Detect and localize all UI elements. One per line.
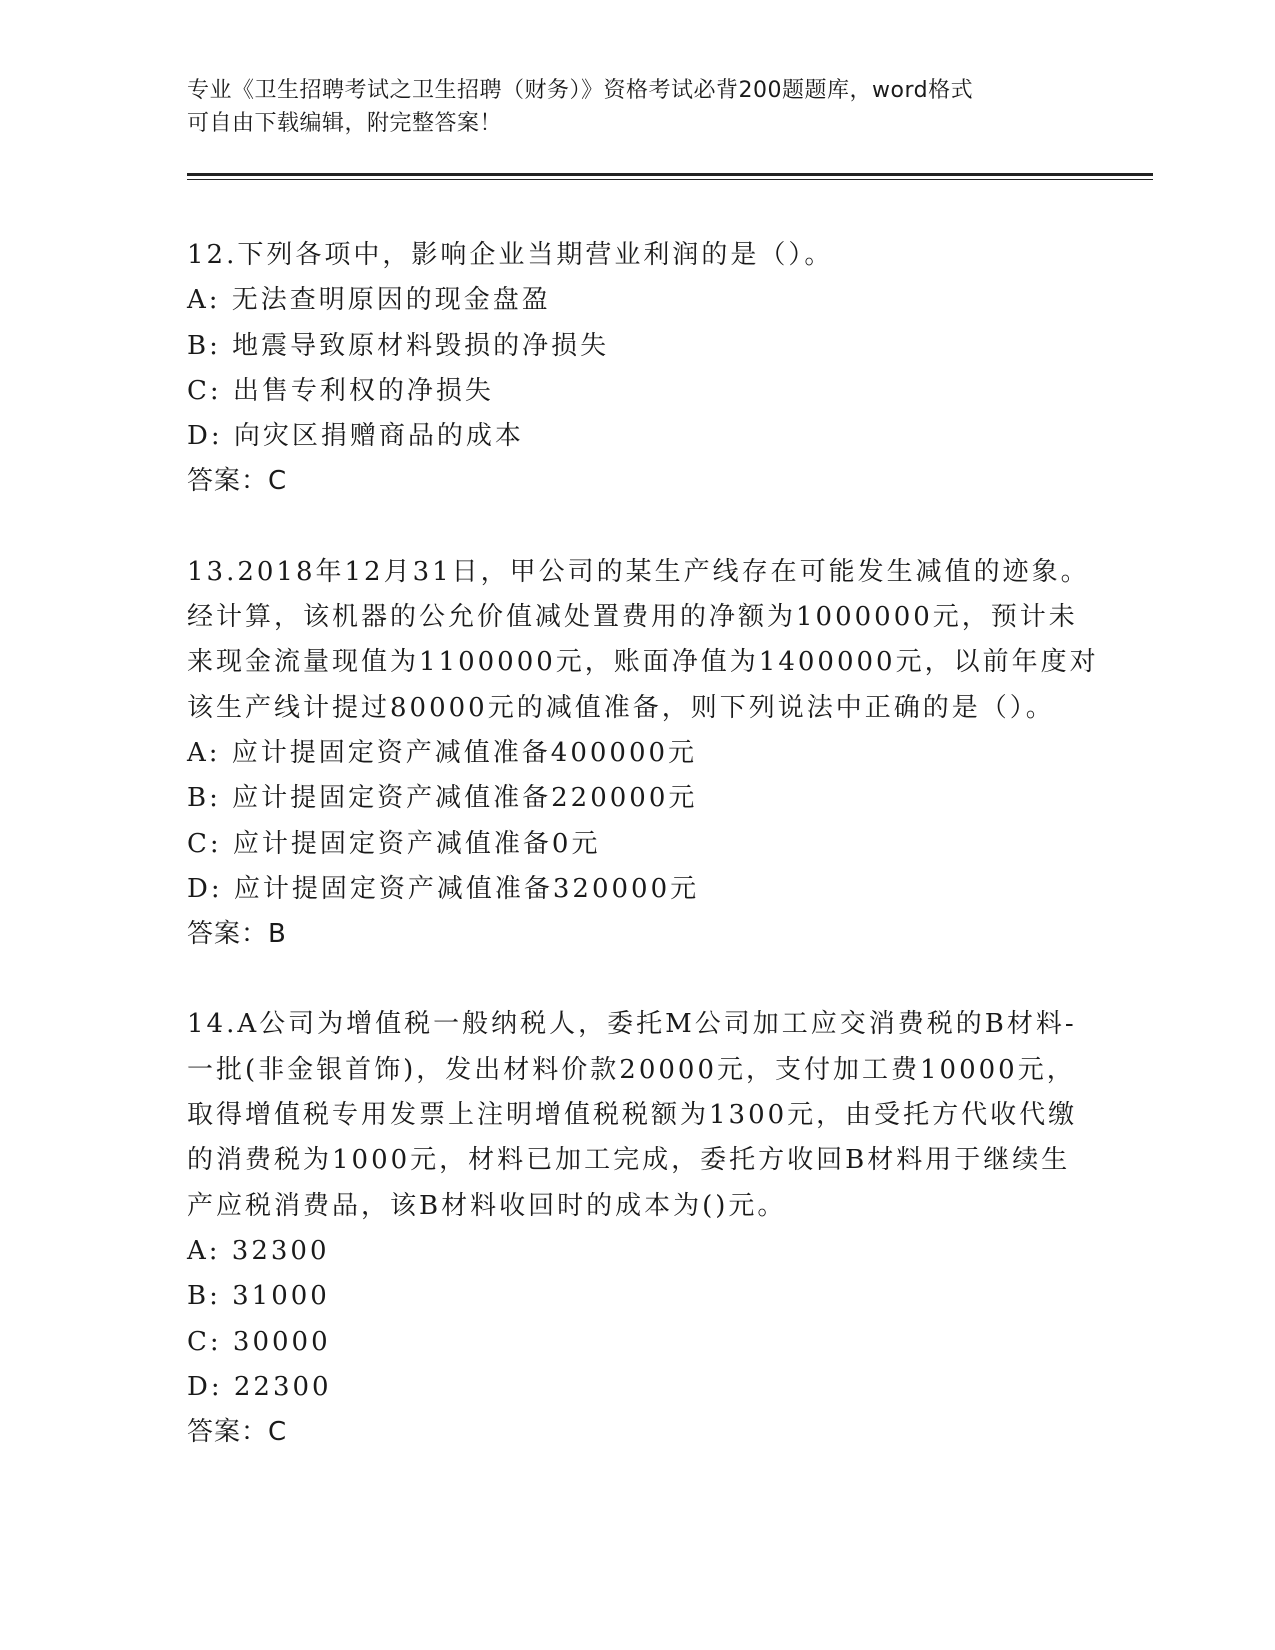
question-stem-line: 来现金流量现值为1100000元，账面净值为1400000元，以前年度对 <box>187 647 1099 678</box>
answer-line: 答案：C <box>187 466 288 497</box>
question-stem-line: 14.A公司为增值税一般纳税人，委托M公司加工应交消费税的B材料- <box>187 1009 1077 1040</box>
option-b: B: 地震导致原材料毁损的净损失 <box>187 330 610 361</box>
question-list <box>187 233 1099 1455</box>
answer-line: 答案：C <box>187 1417 288 1448</box>
question-spacer <box>187 957 1087 1002</box>
question-12 <box>187 233 1087 505</box>
option-c: C: 出售专利权的净损失 <box>187 375 494 406</box>
question-stem-line: 取得增值税专用发票上注明增值税税额为1300元，由受托方代收代缴 <box>187 1100 1078 1131</box>
option-c: C: 应计提固定资产减值准备0元 <box>187 828 601 859</box>
option-a: A: 应计提固定资产减值准备400000元 <box>187 737 698 768</box>
option-a: A: 32300 <box>187 1235 330 1266</box>
header-divider-thick <box>187 173 1153 176</box>
question-stem-line: 一批(非金银首饰)，发出材料价款20000元，支付加工费10000元， <box>187 1054 1076 1085</box>
option-b: B: 应计提固定资产减值准备220000元 <box>187 783 698 814</box>
option-d: D: 应计提固定资产减值准备320000元 <box>187 873 700 904</box>
question-14 <box>187 1002 1087 1455</box>
option-d: D: 22300 <box>187 1371 332 1402</box>
answer-line: 答案：B <box>187 919 287 950</box>
option-c: C: 30000 <box>187 1326 331 1357</box>
option-b: B: 31000 <box>187 1281 330 1312</box>
question-spacer <box>187 505 1087 550</box>
question-stem-line: 12.下列各项中，影响企业当期营业利润的是（）。 <box>187 240 834 270</box>
option-d: D: 向灾区捐赠商品的成本 <box>187 421 524 452</box>
question-stem-line: 产应税消费品，该B材料收回时的成本为()元。 <box>187 1190 787 1221</box>
question-stem-line: 经计算，该机器的公允价值减处置费用的净额为1000000元，预计未 <box>187 602 1078 633</box>
question-stem-line: 13.2018年12月31日，甲公司的某生产线存在可能发生减值的迹象。 <box>187 556 1090 587</box>
question-13 <box>187 550 1099 958</box>
header-title-line-2: 可自由下载编辑，附完整答案！ <box>187 111 503 136</box>
header-divider-thin <box>187 179 1153 180</box>
header-title-line-1: 专业《卫生招聘考试之卫生招聘（财务）》资格考试必背200题题库，word格式 <box>187 78 974 103</box>
option-a: A: 无法查明原因的现金盘盈 <box>187 285 551 316</box>
document-header <box>187 74 1067 140</box>
question-stem-line: 的消费税为1000元，材料已加工完成，委托方收回B材料用于继续生 <box>187 1145 1071 1176</box>
question-stem-line: 该生产线计提过80000元的减值准备，则下列说法中正确的是（）。 <box>187 692 1055 723</box>
